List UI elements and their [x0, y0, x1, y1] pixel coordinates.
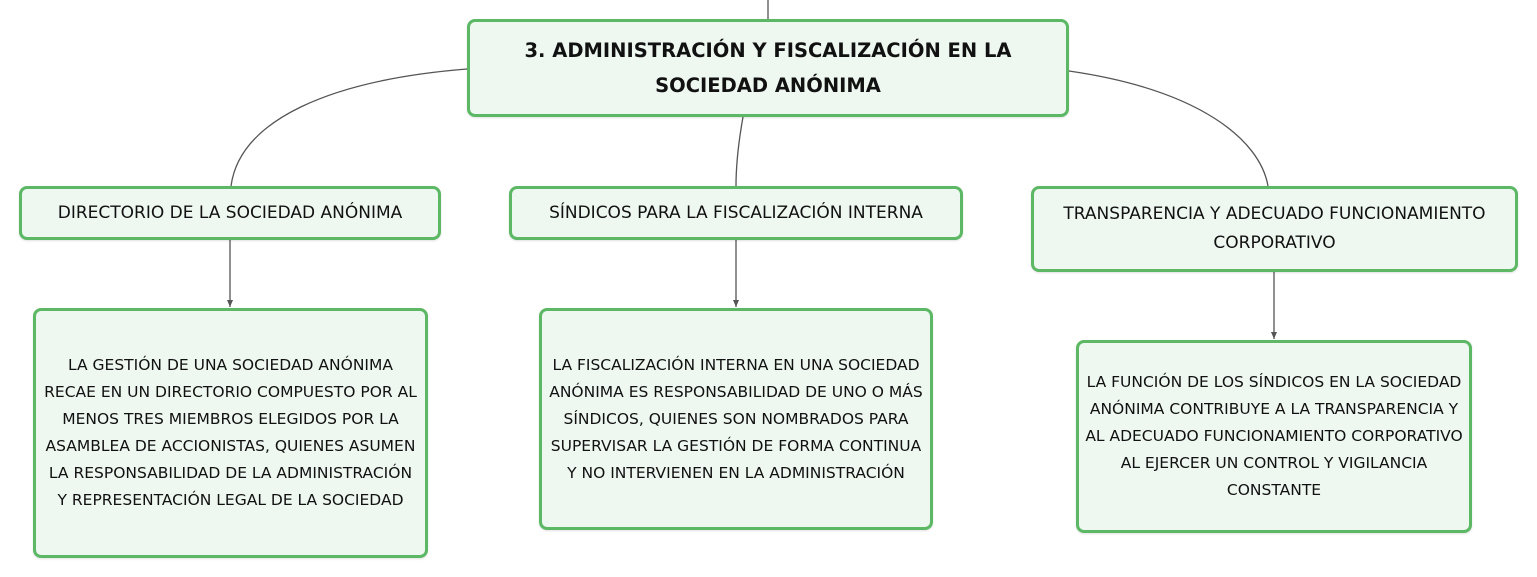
- topic-directorio[interactable]: [19, 186, 441, 240]
- subtopic-directorio-detail[interactable]: [33, 308, 428, 558]
- connector-root-to-directorio: [231, 69, 467, 186]
- topic-transparencia[interactable]: [1031, 186, 1518, 272]
- subtopic-transparencia-detail[interactable]: [1076, 340, 1472, 533]
- subtopic-directorio-text: LA GESTIÓN DE UNA SOCIEDAD ANÓNIMA RECAE EN UN DIRECTORIO COMPUESTO POR AL MENOS TRES MIEMBROS ELEGIDOS POR LA ASAMBLEA DE ACCIONISTAS, QUIENES ASUMEN LA RESPONSABILIDAD DE LA ADMINISTRACIÓN Y REPRESENTACIÓN LEGAL DE LA SOCIEDAD: [44, 356, 417, 509]
- topic-directorio-title: DIRECTORIO DE LA SOCIEDAD ANÓNIMA: [57, 202, 403, 223]
- topic-sindicos[interactable]: [509, 186, 963, 240]
- topic-transparencia-title: TRANSPARENCIA Y ADECUADO FUNCIONAMIENTO CORPORATIVO: [1063, 204, 1486, 253]
- subtopic-transparencia-text: LA FUNCIÓN DE LOS SÍNDICOS EN LA SOCIEDAD ANÓNIMA CONTRIBUYE A LA TRANSPARENCIA Y AL ADECUADO FUNCIONAMIENTO CORPORATIVO AL EJERCER UN CONTROL Y VIGILANCIA CONSTANTE: [1085, 373, 1463, 499]
- root-topic-node[interactable]: [467, 19, 1069, 117]
- root-topic-title: 3. ADMINISTRACIÓN Y FISCALIZACIÓN EN LA SOCIEDAD ANÓNIMA: [524, 39, 1012, 97]
- subtopic-sindicos-text: LA FISCALIZACIÓN INTERNA EN UNA SOCIEDAD ANÓNIMA ES RESPONSABILIDAD DE UNO O MÁS SÍNDICOS, QUIENES SON NOMBRADOS PARA SUPERVISAR LA GESTIÓN DE FORMA CONTINUA Y NO INTERVIENEN EN LA ADMINISTRACIÓN: [549, 355, 923, 482]
- connector-root-to-transparencia: [1069, 71, 1268, 186]
- subtopic-sindicos-detail[interactable]: [539, 308, 933, 530]
- connector-root-to-sindicos: [736, 117, 743, 186]
- topic-sindicos-title: SÍNDICOS PARA LA FISCALIZACIÓN INTERNA: [549, 202, 923, 223]
